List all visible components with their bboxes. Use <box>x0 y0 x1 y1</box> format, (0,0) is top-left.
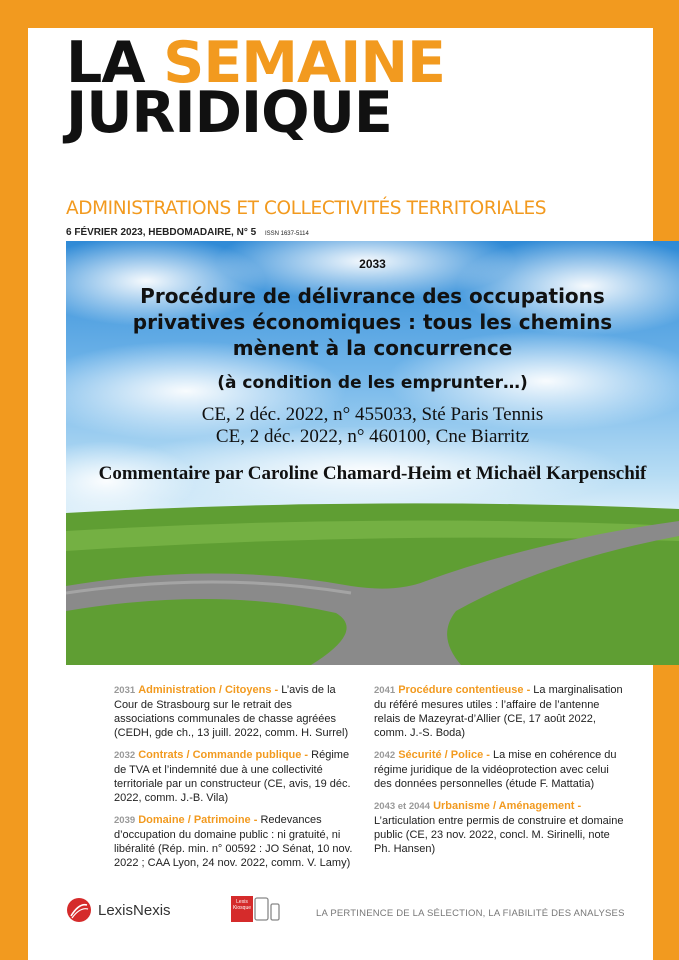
kiosque-badge: Lexis Kiosque <box>231 896 253 922</box>
lexis-kiosque-logo[interactable] <box>231 896 281 922</box>
summary-number: 2042 <box>374 750 396 761</box>
cover-image <box>66 241 679 665</box>
dateline <box>66 227 309 238</box>
summary-right-column <box>374 683 626 864</box>
summary-title: Domaine / Patrimoine - <box>138 814 258 826</box>
lexisnexis-logo[interactable] <box>66 897 171 923</box>
summary-text: Régime de TVA et l’indemnité due à une collectivité territoriale par un constructeur (CE, avis, 19 déc. 2022, comm. J.-B. Vila) <box>114 749 351 804</box>
summary-text: La marginalisation du référé mesures utiles : l’affaire de l’antenne relais de Mazeyrat-d’Allier (CE, 17 août 2022, comm. J.-S. Boda) <box>374 684 623 739</box>
slogan: LA PERTINENCE DE LA SÉLECTION, LA FIABILITÉ DES ANALYSES <box>316 908 625 919</box>
summary-item[interactable] <box>374 748 626 791</box>
cover-title-line-2: privatives économiques : tous les chemins <box>132 310 613 334</box>
case-ref-2: CE, 2 déc. 2022, n° 460100, Cne Biarritz <box>215 426 530 447</box>
brand-name: LexisNexis <box>98 901 171 919</box>
summary-text: Redevances d’occupation du domaine public : ni gratuité, ni libéralité (Rép. min. n° 00592 : JO Sénat, 10 nov. 2022 ; CAA Lyon, 24 nov. 2022, comm. V. Lamy) <box>114 814 353 869</box>
masthead-la: LA <box>66 30 145 96</box>
summary-title: Urbanisme / Aménagement - <box>433 800 582 812</box>
lexisnexis-icon <box>66 897 92 923</box>
summary-number: 2039 <box>114 815 136 826</box>
devices-icon <box>253 896 281 922</box>
edition-title: ADMINISTRATIONS ET COLLECTIVITÉS TERRITORIALES <box>66 198 547 219</box>
summary-title: Sécurité / Police - <box>398 749 490 761</box>
summary-text: L’articulation entre permis de construire et domaine public (CE, 23 nov. 2022, concl. M. Sirinelli, note Ph. Hansen) <box>374 815 624 855</box>
summary-item[interactable] <box>374 799 626 856</box>
summary-number: 2032 <box>114 750 136 761</box>
summary-item[interactable] <box>114 683 354 740</box>
summary-title: Procédure contentieuse - <box>398 684 531 696</box>
summary-number: 2031 <box>114 685 136 696</box>
masthead-semaine: SEMAINE <box>163 30 445 96</box>
masthead-juridique: JURIDIQUE <box>66 80 392 147</box>
cover-subtitle: (à condition de les emprunter…) <box>217 373 528 393</box>
summary-number: 2043 et 2044 <box>374 801 430 812</box>
summary-item[interactable] <box>114 748 354 805</box>
summary-left-column <box>114 683 354 878</box>
issue-date: 6 FÉVRIER 2023, HEBDOMADAIRE, N° 5 <box>66 227 257 238</box>
summary-item[interactable] <box>114 813 354 870</box>
article-number: 2033 <box>359 257 386 271</box>
summary-item[interactable] <box>374 683 626 740</box>
summary-number: 2041 <box>374 685 396 696</box>
case-ref-1: CE, 2 déc. 2022, n° 455033, Sté Paris Tennis <box>201 404 544 425</box>
summary-title: Contrats / Commande publique - <box>138 749 309 761</box>
cover-title-line-1: Procédure de délivrance des occupations <box>140 284 605 308</box>
cover-title <box>86 283 659 361</box>
summary-text: La mise en cohérence du régime juridique de la vidéoprotection avec celui des données personnelles (étude F. Mattatia) <box>374 749 617 790</box>
case-references <box>66 404 679 448</box>
issn: ISSN 1637-5114 <box>264 231 309 237</box>
commentary-authors: Commentaire par Caroline Chamard-Heim et Michaël Karpenschif <box>98 463 647 484</box>
summary-text: L’avis de la Cour de Strasbourg sur le retrait des associations communales de chasse agréées (CEDH, gde ch., 13 juill. 2022, comm. H. Surrel) <box>114 684 349 739</box>
summary-title: Administration / Citoyens - <box>138 684 279 696</box>
masthead <box>66 30 445 147</box>
cover-title-line-3: mènent à la concurrence <box>232 336 513 360</box>
